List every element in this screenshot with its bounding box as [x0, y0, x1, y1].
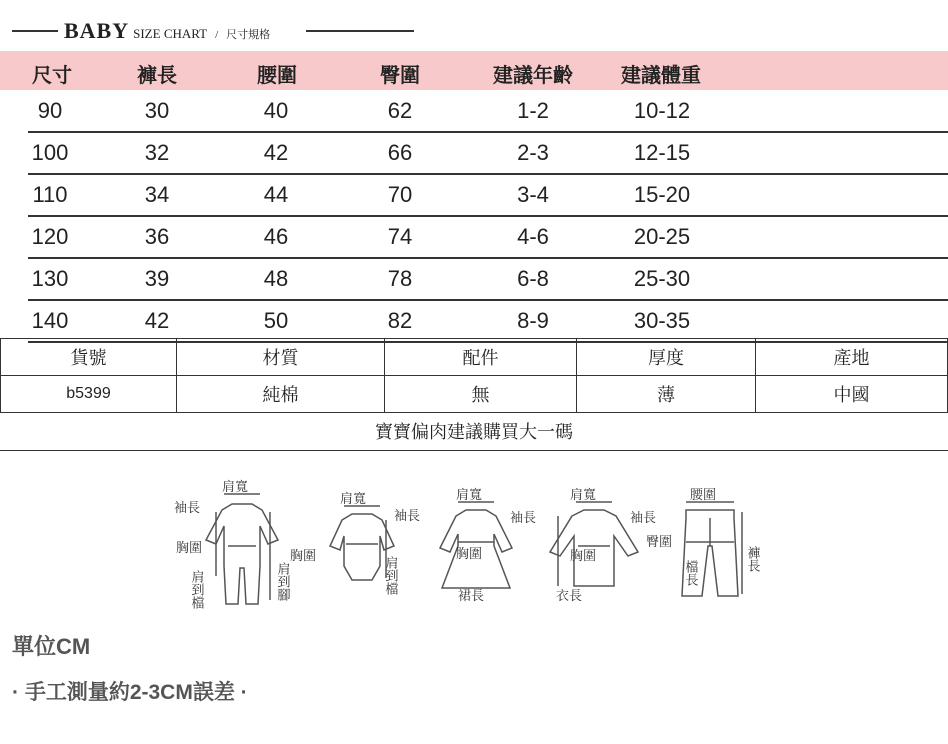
shirt-diagram: [550, 502, 638, 586]
header-line-right: [306, 30, 414, 32]
cell-size: 90: [37, 98, 63, 123]
brand-name: BABY: [64, 18, 130, 43]
bodysuit-shoulder-crotch-label: 肩到檔: [382, 556, 398, 595]
info-header-material: 材質: [177, 339, 385, 376]
measurement-diagrams: [160, 476, 800, 626]
cell-waist: 46: [263, 224, 289, 249]
info-sku: b5399: [1, 376, 177, 413]
cell-pants-length: 32: [144, 140, 170, 165]
info-header-row: [1, 339, 948, 376]
col-weight: 建議體重: [621, 65, 701, 87]
cell-size: 130: [31, 266, 69, 291]
cell-pants-length: 42: [144, 308, 170, 333]
cell-age: 2-3: [517, 140, 549, 165]
info-origin: 中國: [756, 376, 948, 413]
dress-chest-label: 胸圍: [456, 547, 483, 562]
pants-hip-label: 臀圍: [646, 535, 673, 550]
info-material: 純棉: [177, 376, 385, 413]
bodysuit-chest-label: 胸圍: [290, 549, 317, 564]
table-row: [28, 216, 948, 259]
cell-pants-length: 39: [144, 266, 170, 291]
shirt-shoulder-label: 肩寬: [570, 488, 597, 503]
dress-sleeve-label: 袖長: [510, 511, 537, 526]
romper-diagram: [206, 494, 278, 604]
cell-weight: 12-15: [633, 140, 691, 165]
cell-waist: 50: [263, 308, 289, 333]
cell-size: 100: [31, 140, 69, 165]
cell-waist: 44: [263, 182, 289, 207]
info-value-row: [1, 376, 948, 413]
cell-pants-length: 34: [144, 182, 170, 207]
cell-hip: 78: [387, 266, 413, 291]
cell-pants-length: 30: [144, 98, 170, 123]
product-info-table: [0, 338, 948, 413]
col-age: 建議年齡: [493, 65, 573, 87]
cell-weight: 10-12: [633, 98, 691, 123]
col-size: 尺寸: [32, 65, 72, 87]
info-header-thickness: 厚度: [577, 339, 756, 376]
table-row: [28, 300, 948, 343]
info-header-accessory: 配件: [385, 339, 577, 376]
info-header-origin: 產地: [756, 339, 948, 376]
table-row: [28, 174, 948, 217]
info-thickness: 薄: [577, 376, 756, 413]
brand-cn: 尺寸規格: [226, 29, 271, 41]
shirt-outline: [550, 510, 638, 586]
cell-weight: 30-35: [633, 308, 691, 333]
cell-size: 140: [31, 308, 69, 333]
info-accessory: 無: [385, 376, 577, 413]
cell-hip: 74: [387, 224, 413, 249]
cell-age: 3-4: [517, 182, 549, 207]
table-row: [28, 258, 948, 301]
dress-shoulder-label: 肩寬: [456, 488, 483, 503]
cell-age: 8-9: [517, 308, 549, 333]
table-row: [28, 90, 948, 133]
header-line-left: [12, 30, 58, 32]
col-waist: 腰圍: [257, 65, 297, 87]
brand-title: [64, 18, 270, 44]
shirt-sleeve-label: 袖長: [630, 511, 657, 526]
cell-size: 110: [32, 182, 68, 207]
unit-label: 單位CM: [12, 634, 91, 659]
cell-weight: 15-20: [633, 182, 691, 207]
size-advice-note: 寶寶偏肉建議購買大一碼: [0, 414, 948, 451]
cell-hip: 62: [387, 98, 413, 123]
cell-waist: 42: [263, 140, 289, 165]
romper-outline: [206, 504, 278, 604]
dress-length-label: 裙長: [458, 589, 485, 604]
col-hip: 臀圍: [380, 65, 420, 87]
cell-size: 120: [31, 224, 69, 249]
cell-waist: 40: [263, 98, 289, 123]
measurement-error-note: · 手工測量約2-3CM誤差 ·: [12, 681, 248, 704]
cell-pants-length: 36: [144, 224, 170, 249]
bodysuit-sleeve-label: 袖長: [394, 509, 421, 524]
dress-diagram: [440, 502, 512, 588]
size-chart-header: [0, 16, 948, 46]
romper-shoulder-label: 肩寬: [222, 480, 249, 495]
cell-weight: 25-30: [633, 266, 691, 291]
romper-shoulder-feet-label: 肩到腳: [274, 562, 290, 601]
cell-hip: 70: [387, 182, 413, 207]
romper-chest-label: 胸圍: [176, 541, 203, 556]
cell-age: 6-8: [517, 266, 549, 291]
col-pants-length: 褲長: [137, 65, 177, 87]
shirt-chest-label: 胸圍: [570, 549, 597, 564]
cell-hip: 82: [387, 308, 413, 333]
table-row: [28, 132, 948, 175]
shirt-length-label: 衣長: [556, 589, 583, 604]
pants-length-label: 褲長: [744, 546, 760, 572]
cell-age: 4-6: [517, 224, 549, 249]
cell-waist: 48: [263, 266, 289, 291]
pants-waist-label: 腰圍: [690, 488, 717, 503]
brand-separator: /: [215, 29, 219, 41]
romper-shoulder-crotch-label: 肩到檔: [188, 570, 204, 609]
cell-weight: 20-25: [633, 224, 691, 249]
size-table-header: [0, 51, 948, 90]
cell-age: 1-2: [517, 98, 549, 123]
bodysuit-shoulder-label: 肩寬: [340, 492, 367, 507]
cell-hip: 66: [387, 140, 413, 165]
romper-sleeve-label: 袖長: [174, 501, 201, 516]
brand-subtitle: SIZE CHART: [133, 26, 208, 41]
pants-rise-label: 檔長: [682, 560, 698, 586]
info-header-sku: 貨號: [1, 339, 177, 376]
